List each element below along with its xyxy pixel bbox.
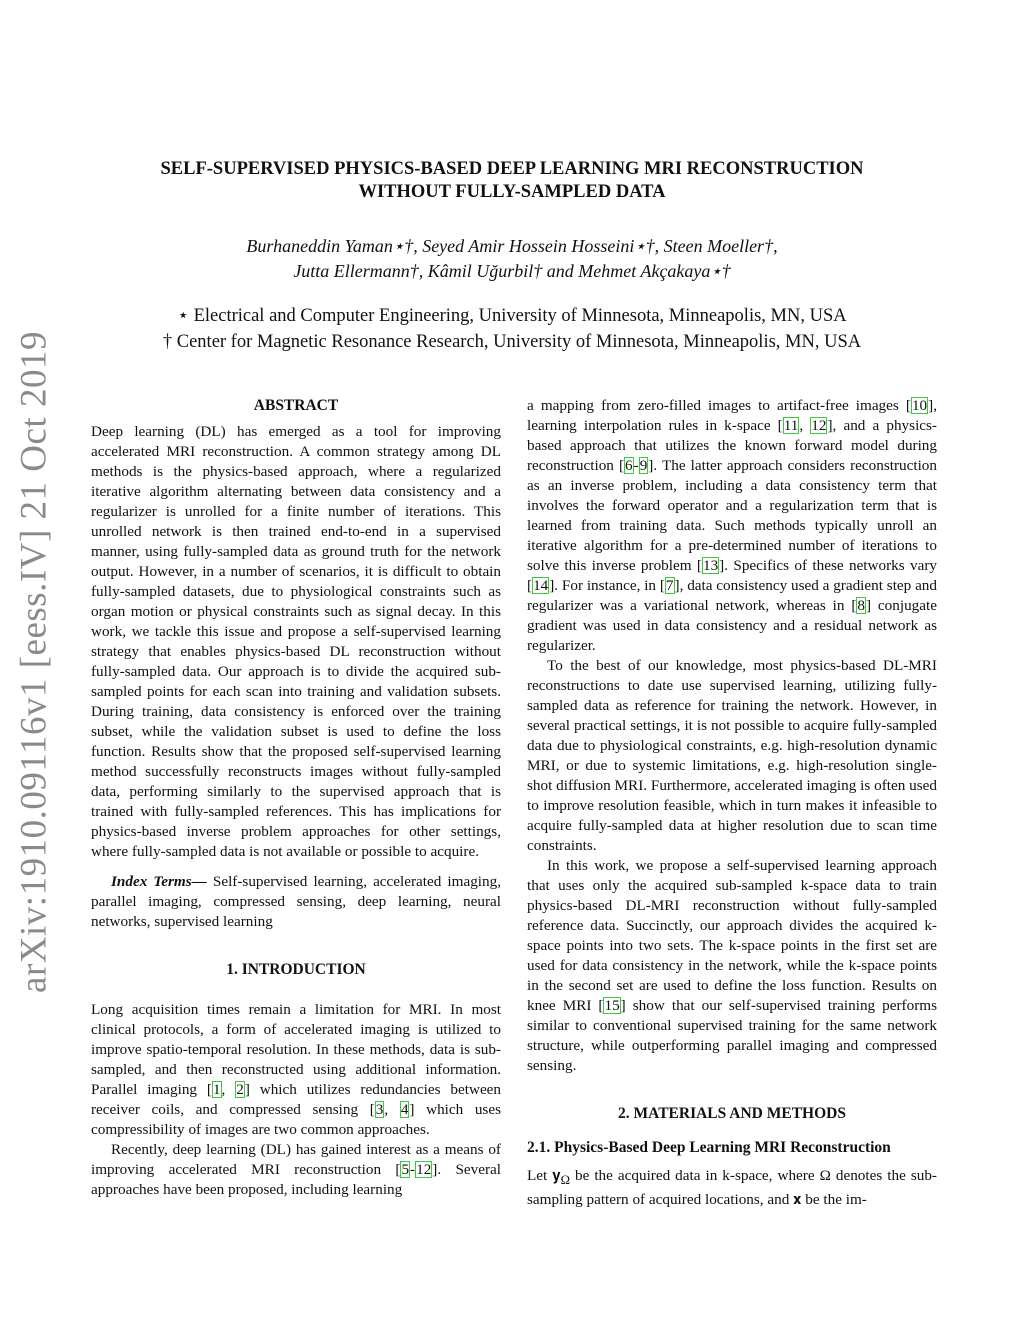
index-terms	[91, 872, 501, 932]
affiliation-1: ⋆ Electrical and Computer Engineering, University of Minnesota, Minneapolis, MN, USA	[177, 306, 847, 326]
citation-link[interactable]: 9	[639, 457, 648, 474]
citation-link[interactable]: 5	[401, 1161, 410, 1178]
citation-link[interactable]: 1	[212, 1081, 221, 1098]
text-run: ] which uses compressibility of images are two common approaches.	[91, 1101, 501, 1138]
citation-link[interactable]: 4	[400, 1101, 409, 1118]
symbol-y: 𝐲	[552, 1167, 561, 1184]
text-run: ] conjugate gradient was used in data consistency and a residual network as regularizer.	[527, 597, 937, 654]
citation-link[interactable]: 14	[533, 577, 549, 594]
intro-heading: 1. INTRODUCTION	[226, 961, 366, 978]
methods-paragraph-1	[527, 1166, 937, 1210]
text-run: a mapping from zero-filled images to artifact-free images [	[527, 397, 911, 414]
text-run: ] which utilizes redundancies between receiver coils, and compressed sensing [	[91, 1081, 502, 1118]
citation-link[interactable]: 13	[702, 557, 719, 574]
text-run: denotes the sub-sampling pattern of acquired locations, and	[527, 1167, 937, 1209]
abstract-text: Deep learning (DL) has emerged as a tool for improving accelerated MRI reconstruction. A common strategy among DL methods is the physics-based approach, where a regularized iterative algorithm alternating between data consistency and a regularizer is unrolled for a finite number of iterations. This unrolled network is then trained end-to-end in a supervised manner, using fully-sampled data as ground truth for the network output. However, in a number of scenarios, it is difficult to obtain fully-sampled datasets, due to physiological constraints such as organ motion or physical constraints such as signal decay. In this work, we tackle this issue and propose a self-supervised learning strategy that enables physics-based DL reconstruction without fully-sampled data. Our approach is to divide the acquired sub-sampled points for each scan into training and validation subsets. During training, data consistency is enforced over the training subset, while the validation subset is used to define the loss function. Results show that the proposed self-supervised learning method successfully reconstructs images without fully-sampled data, performing similarly to the supervised approach that is trained with fully-sampled references. This has implications for physics-based inverse problem approaches for other settings, where fully-sampled data is not available or possible to acquire.	[91, 423, 501, 860]
text-run: -	[410, 1161, 416, 1178]
abstract-heading: ABSTRACT	[253, 397, 339, 414]
text-run: In this work, we propose a self-supervised learning approach that uses only the acquired sub-sampled k-space data to train physics-based DL-MRI reconstruction without fully-sampled reference data. Succinctly, our approach divides the acquired k-space points into two sets. The k-space points in the first set are used for data consistency in the network, while the k-space points in the second set are used to define the loss function. Results on knee MRI [	[527, 857, 937, 1014]
paper-title	[110, 158, 914, 204]
text-run: ]. Several approaches have been proposed, including learning	[91, 1161, 501, 1198]
text-run: Long acquisition times remain a limitation for MRI. In most clinical protocols, a form of accelerated imaging is utilized to improve spatio-temporal resolution. In these methods, data is sub-sampled, and then reconstructed using additional information. Parallel imaging [	[91, 1001, 501, 1098]
text-run: ]. The latter approach considers reconstruction as an inverse problem, including a data consistency term that involves the forward operator and a regularization term that is learned from training data. Such methods typically unroll an iterative algorithm for a pre-determined number of iterations to solve this inverse problem [	[527, 457, 937, 574]
text-run: ]. For instance, in [	[549, 577, 665, 594]
citation-link[interactable]: 10	[911, 397, 928, 414]
text-run: be the acquired data in k-space, where	[570, 1167, 820, 1184]
symbol-omega: Ω	[819, 1167, 831, 1184]
authors-line-2: Jutta Ellermann†, Kâmil Uğurbil† and Mehmet Akçakaya⋆†	[293, 261, 731, 281]
citation-link[interactable]: 8	[857, 597, 865, 614]
authors-line-1: Burhaneddin Yaman⋆†, Seyed Amir Hossein Hosseini⋆†, Steen Moeller†,	[246, 236, 778, 256]
methods-heading: 2. MATERIALS AND METHODS	[618, 1105, 846, 1122]
index-terms-label: Index Terms—	[111, 873, 207, 890]
methods-subheading: 2.1. Physics-Based Deep Learning MRI Reconstruction	[527, 1139, 891, 1156]
citation-link[interactable]: 2	[236, 1081, 244, 1098]
citation-link[interactable]: 6	[625, 457, 633, 474]
citation-link[interactable]: 12	[811, 417, 827, 434]
citation-link[interactable]: 3	[375, 1101, 384, 1118]
affiliations	[110, 303, 914, 355]
citation-link[interactable]: 11	[783, 417, 799, 434]
left-column	[91, 396, 501, 1200]
text-run: be the im-	[801, 1191, 867, 1209]
text-run: -	[633, 457, 639, 474]
right-column	[527, 396, 937, 1210]
citation-link[interactable]: 15	[604, 997, 620, 1014]
text-run: ], learning interpolation rules in k-space [	[527, 397, 937, 434]
symbol-omega-subscript: Ω	[560, 1173, 570, 1188]
intro-paragraph-2	[91, 1140, 501, 1200]
symbol-x: 𝐱	[793, 1191, 802, 1209]
citation-link[interactable]: 12	[416, 1161, 432, 1178]
title-line-1: SELF-SUPERVISED PHYSICS-BASED DEEP LEARNING MRI RECONSTRUCTION	[160, 159, 864, 179]
text-run: ], and a physics-based approach that utilizes the known forward model during reconstruction [	[527, 417, 937, 474]
intro-paragraph-5	[527, 856, 937, 1076]
text-run: ,	[384, 1101, 400, 1118]
text-run: Let	[527, 1167, 553, 1184]
author-list	[110, 234, 914, 284]
intro-paragraph-3	[527, 396, 937, 656]
text-run: ], data consistency used a gradient step and regularizer was a variational network, whereas in [	[527, 577, 937, 614]
intro-paragraph-1	[91, 1000, 501, 1140]
index-terms-text: Self-supervised learning, accelerated imaging, parallel imaging, compressed sensing, deep learning, neural networks, supervised learning	[91, 873, 501, 930]
affiliation-2: † Center for Magnetic Resonance Research, University of Minnesota, Minneapolis, MN, USA	[162, 332, 862, 352]
arxiv-identifier: arXiv:1910.09116v1 [eess.IV] 21 Oct 2019	[13, 331, 55, 993]
text-run: Recently, deep learning (DL) has gained interest as a means of improving accelerated MRI reconstruction [	[91, 1141, 501, 1178]
text-run: ]. Specifics of these networks vary [	[527, 557, 937, 594]
intro-paragraph-4: To the best of our knowledge, most physics-based DL-MRI reconstructions to date use supervised learning, utilizing fully-sampled data as reference for training the network. However, in several practical settings, it is not possible to acquire fully-sampled data due to physiological constraints, e.g. high-resolution dynamic MRI, or due to systemic limitations, e.g. high-resolution single-shot diffusion MRI. Furthermore, accelerated imaging is often used to improve resolution feasible, which in turn makes it infeasible to acquire fully-sampled data at higher resolution due to scan time constraints.	[527, 657, 937, 854]
title-line-2: WITHOUT FULLY-SAMPLED DATA	[358, 182, 666, 202]
text-run: ,	[799, 417, 811, 434]
text-run: ,	[221, 1081, 236, 1098]
text-run: ] show that our self-supervised training performs similar to conventional supervised training for the same network structure, while outperforming parallel imaging and compressed sensing.	[527, 997, 937, 1074]
citation-link[interactable]: 7	[665, 577, 674, 594]
